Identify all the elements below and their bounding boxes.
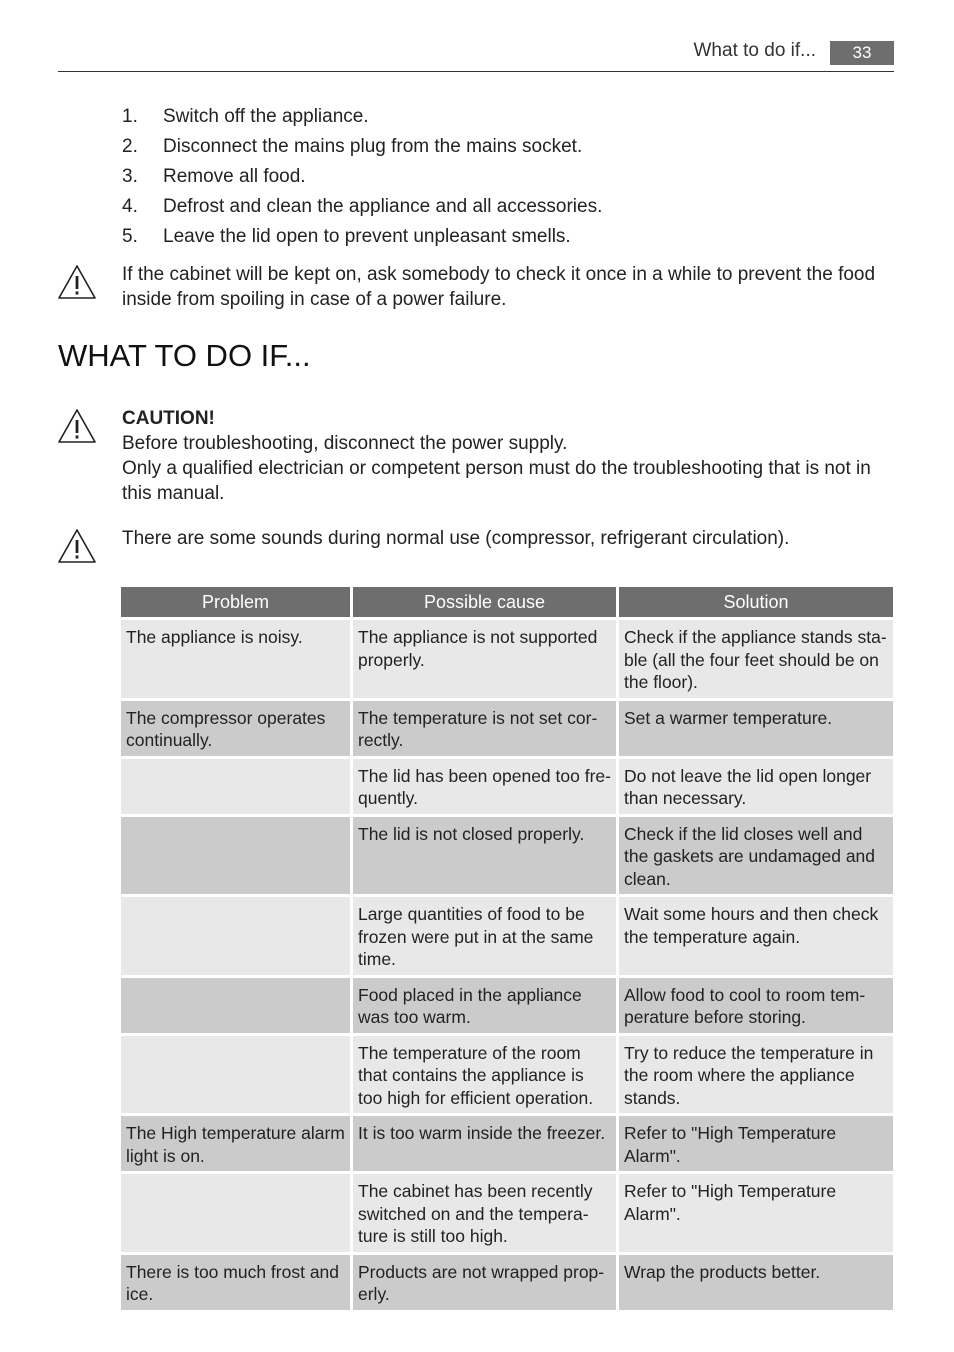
problem-cell — [121, 897, 350, 975]
solution-cell: Check if the appliance stands sta-ble (all the four feet should be on the floor). — [619, 620, 893, 698]
cause-cell: The cabinet has been recently switched on and the tempera-ture is still too high. — [353, 1174, 616, 1252]
list-item: 4. Defrost and clean the appliance and all accessories. — [122, 196, 603, 217]
warning-triangle-icon — [57, 408, 97, 444]
cause-cell: The temperature is not set cor-rectly. — [353, 701, 616, 756]
cause-cell: Large quantities of food to be frozen were put in at the same time. — [353, 897, 616, 975]
caution-line: Before troubleshooting, disconnect the power supply. — [122, 433, 568, 454]
problem-cell: The compressor operates continually. — [121, 701, 350, 756]
column-header: Possible cause — [353, 587, 616, 617]
cabinet-note: If the cabinet will be kept on, ask somebody to check it once in a while to prevent the food inside from spoiling in case of a power failure. — [122, 264, 876, 310]
list-item: 2. Disconnect the mains plug from the mains socket. — [122, 136, 583, 157]
page-header — [58, 38, 894, 72]
solution-cell: Refer to "High Temperature Alarm". — [619, 1174, 893, 1252]
caution-block — [122, 406, 892, 506]
cause-cell: Food placed in the appliance was too warm. — [353, 978, 616, 1033]
table-row — [121, 817, 893, 895]
solution-cell: Wait some hours and then check the temperature again. — [619, 897, 893, 975]
solution-cell: Do not leave the lid open longer than necessary. — [619, 759, 893, 814]
cause-cell: It is too warm inside the freezer. — [353, 1116, 616, 1171]
table-row — [121, 1174, 893, 1252]
problem-cell: The High temperature alarm light is on. — [121, 1116, 350, 1171]
column-header: Problem — [121, 587, 350, 617]
table-row — [121, 1116, 893, 1171]
steps-list — [122, 104, 882, 254]
solution-cell: Check if the lid closes well and the gaskets are undamaged and clean. — [619, 817, 893, 895]
solution-cell: Try to reduce the temperature in the room where the appliance stands. — [619, 1036, 893, 1114]
cause-cell: Products are not wrapped prop-erly. — [353, 1255, 616, 1310]
header-title: What to do if... — [693, 40, 816, 61]
page-number: 33 — [830, 41, 894, 65]
problem-cell — [121, 759, 350, 814]
problem-cell — [121, 1036, 350, 1114]
warning-triangle-icon — [57, 528, 97, 564]
sounds-note: There are some sounds during normal use (compressor, refrigerant circulation). — [122, 528, 790, 549]
problem-cell — [121, 978, 350, 1033]
warning-triangle-icon — [57, 264, 97, 300]
cause-cell: The lid is not closed properly. — [353, 817, 616, 895]
table-header-row — [121, 587, 893, 617]
table-row — [121, 1255, 893, 1310]
problem-cell: The appliance is noisy. — [121, 620, 350, 698]
table-row — [121, 1036, 893, 1114]
list-item: 1. Switch off the appliance. — [122, 106, 369, 127]
list-item: 5. Leave the lid open to prevent unpleasant smells. — [122, 226, 571, 247]
table-row — [121, 620, 893, 698]
problem-cell: There is too much frost and ice. — [121, 1255, 350, 1310]
table-row — [121, 701, 893, 756]
troubleshooting-table — [118, 584, 896, 1313]
caution-label: CAUTION! — [122, 408, 215, 429]
problem-cell — [121, 1174, 350, 1252]
column-header: Solution — [619, 587, 893, 617]
cause-cell: The lid has been opened too fre-quently. — [353, 759, 616, 814]
table-row — [121, 759, 893, 814]
solution-cell: Allow food to cool to room tem-perature before storing. — [619, 978, 893, 1033]
solution-cell: Refer to "High Temperature Alarm". — [619, 1116, 893, 1171]
cause-cell: The appliance is not supported properly. — [353, 620, 616, 698]
table-row — [121, 978, 893, 1033]
problem-cell — [121, 817, 350, 895]
cause-cell: The temperature of the room that contains the appliance is too high for efficient operation. — [353, 1036, 616, 1114]
table-row — [121, 897, 893, 975]
section-title: WHAT TO DO IF... — [58, 338, 311, 373]
caution-line: Only a qualified electrician or competent person must do the troubleshooting that is not in this manual. — [122, 458, 871, 504]
solution-cell: Wrap the products better. — [619, 1255, 893, 1310]
list-item: 3. Remove all food. — [122, 166, 306, 187]
solution-cell: Set a warmer temperature. — [619, 701, 893, 756]
